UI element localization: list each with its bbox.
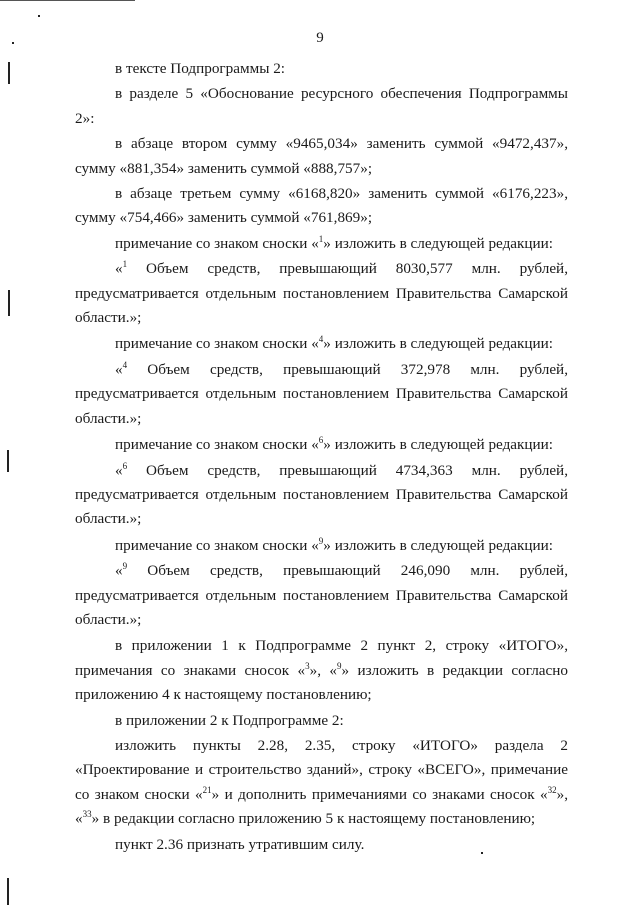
paragraph-item-2-36: пункт 2.36 признать утратившим силу. [115,835,365,853]
text: в приложении 1 к Подпрограмме 2 пункт 2, строку «ИТОГО», примечания со знаками сносок « [75,637,568,679]
paragraph-footnote-6-text [75,459,568,532]
scan-edge-line [0,0,135,1]
text: » и дополнить примечаниями со знаками сносок « [211,785,548,803]
text: изложить пункты 2.28, 2.35, строку «ИТОГО» раздела 2 «Проектирование и строительство зданий», строку «ВСЕГО», примечание со знаком сноски « [75,736,568,803]
paragraph-appendix-2: в приложении 2 к Подпрограмме 2: [115,711,344,729]
scan-edge-mark [8,62,10,84]
paragraph-third-abzats: в абзаце третьем сумму «6168,820» заменить суммой «6176,223», сумму «754,466» заменить суммой «761,869»; [75,185,568,227]
footnote-mark: 4 [318,334,324,345]
paragraph-appendix-1 [75,634,568,707]
scan-edge-mark [7,878,9,905]
paragraph-footnote-4-text [75,358,568,431]
footnote-mark: 4 [122,359,128,370]
text: примечание со знаком сноски « [115,335,319,353]
footnote-mark: 21 [202,784,212,795]
text: « [115,461,123,479]
text: « [115,260,123,278]
page-number: 9 [316,30,324,46]
text: « [115,360,123,378]
document-body [75,57,568,857]
scan-edge-mark [7,450,9,472]
scan-edge-mark [8,290,10,316]
footnote-mark: 6 [318,435,324,446]
text: », « [75,785,568,828]
text: Объем средств, превышающий 8030,577 млн. рублей, предусматривается отдельным постановлением Правительства Самарской области.»; [75,260,568,327]
footnote-mark: 9 [122,561,128,572]
paragraph-footnote-1-text [75,257,568,330]
text: » изложить в следующей редакции: [323,335,554,353]
paragraph-footnote-4-instruction [75,332,568,356]
text: Объем средств, превышающий 246,090 млн. рублей, предусматривается отдельным постановлением Правительства Самарской области.»; [75,562,568,628]
text: примечание со знаком сноски « [115,536,319,554]
paragraph-second-abzats: в абзаце втором сумму «9465,034» заменить суммой «9472,437», сумму «881,354» заменить суммой «888,757»; [75,135,568,177]
paragraph-footnote-1-instruction [75,232,568,256]
text: » в редакции согласно приложению 5 к настоящему постановлению; [91,810,536,828]
text: примечание со знаком сноски « [115,234,319,252]
text: », « [309,661,338,679]
paragraph-appendix-2-items [75,734,568,832]
footnote-mark: 6 [122,460,128,471]
text: » изложить в следующей редакции: [323,234,554,252]
paragraph-section-5: в разделе 5 «Обоснование ресурсного обеспечения Подпрограммы 2»: [75,85,568,127]
paragraph-footnote-9-text [75,559,568,632]
text: Объем средств, превышающий 372,978 млн. рублей, предусматривается отдельным постановлением Правительства Самарской области.»; [75,360,568,427]
text: » изложить в следующей редакции: [323,436,554,454]
footnote-mark: 9 [318,535,324,546]
text: Объем средств, превышающий 4734,363 млн. рублей, предусматривается отдельным постановлением Правительства Самарской области.»; [75,461,568,528]
footnote-mark: 33 [82,809,92,820]
text: » изложить в редакции согласно приложению 4 к настоящему постановлению; [75,661,569,704]
footnote-mark: 9 [337,660,342,671]
scan-speck [38,15,40,17]
text: » изложить в следующей редакции: [323,536,554,554]
paragraph-footnote-6-instruction [75,433,568,457]
text: « [115,562,123,580]
footnote-mark: 1 [122,259,128,270]
footnote-mark: 32 [547,784,557,795]
footnote-mark: 1 [318,233,324,244]
text: примечание со знаком сноски « [115,436,319,454]
paragraph-footnote-9-instruction [75,534,568,558]
footnote-mark: 3 [305,660,310,671]
paragraph-subprogram-text: в тексте Подпрограммы 2: [115,60,286,77]
